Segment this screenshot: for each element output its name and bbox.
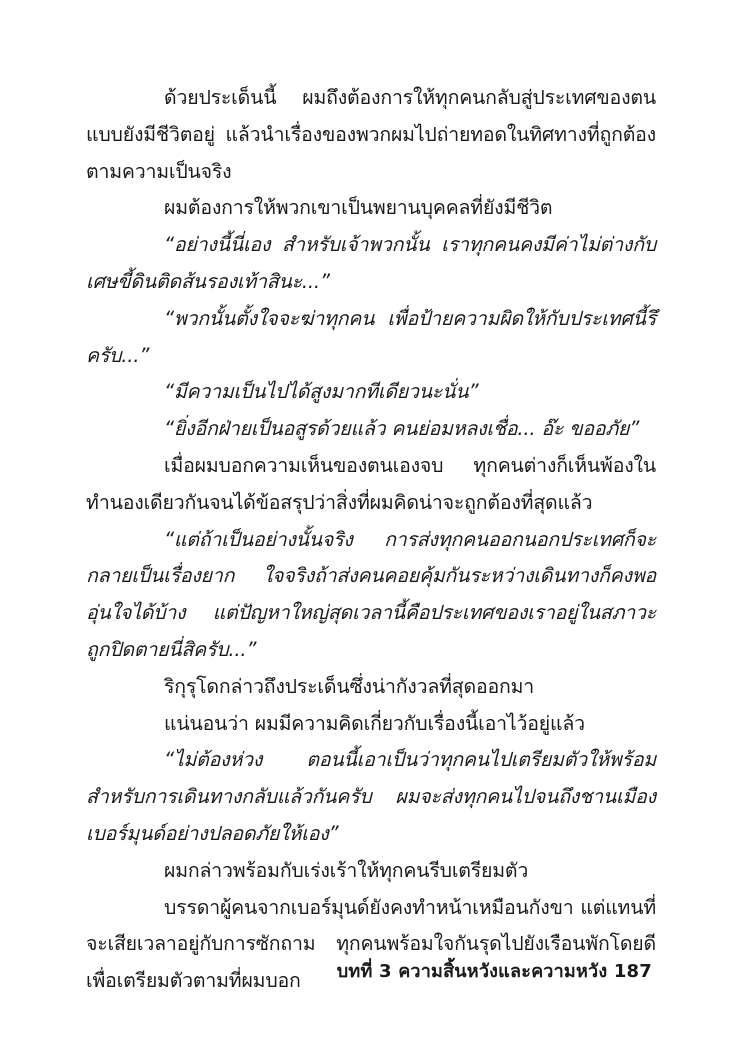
paragraph: แน่นอนว่า ผมมีความคิดเกี่ยวกับเรื่องนี้เอาไว้อยู่แล้ว bbox=[164, 711, 585, 735]
paragraph: ริกุรุโดกล่าวถึงประเด็นซึ่งน่ากังวลที่สุดออกมา bbox=[164, 674, 534, 698]
paragraph: บรรดาผู้คนจากเบอร์มุนด์ยังคงทำหน้าเหมือนกังขา แต่แทนที่จะเสียเวลาอยู่กับการซักถาม ทุกคนพร้อมใจกันรุดไปยังเรือนพักโดยดีเพื่อเตรียมตัวตามที่ผมบอก bbox=[86, 895, 656, 993]
page-body bbox=[86, 80, 656, 1000]
dialogue-paragraph: “ยิ่งอีกฝ่ายเป็นอสูรด้วยแล้ว คนย่อมหลงเชื่อ... อ๊ะ ขออภัย” bbox=[164, 417, 640, 441]
dialogue-paragraph: “มีความเป็นไปได้สูงมากทีเดียวนะนั่น” bbox=[164, 380, 479, 404]
dialogue-paragraph: “พวกนั้นตั้งใจจะฆ่าทุกคน เพื่อป้ายความผิดให้กับประเทศนี้รึครับ...” bbox=[86, 306, 656, 367]
page-footer: บทที่ 3 ความสิ้นหวังและความหวัง 187 bbox=[336, 961, 652, 982]
dialogue-paragraph: “อย่างนี้นี่เอง สำหรับเจ้าพวกนั้น เราทุกคนคงมีค่าไม่ต่างกับเศษขี้ดินติดส้นรองเท้าสินะ...” bbox=[86, 233, 656, 293]
paragraph: ผมกล่าวพร้อมกับเร่งเร้าให้ทุกคนรีบเตรียมตัว bbox=[164, 858, 529, 882]
paragraph: เมื่อผมบอกความเห็นของตนเองจบ ทุกคนต่างก็เห็นพ้องในทำนองเดียวกันจนได้ข้อสรุปว่าสิ่งที่ผมคิดน่าจะถูกต้องที่สุดแล้ว bbox=[86, 453, 656, 514]
dialogue-paragraph: “ไม่ต้องห่วง ตอนนี้เอาเป็นว่าทุกคนไปเตรียมตัวให้พร้อมสำหรับการเดินทางกลับแล้วกันครับ ผมจะส่งทุกคนไปจนถึงชานเมืองเบอร์มุนด์อย่างปลอดภัยให้เอง” bbox=[86, 748, 656, 845]
paragraph: ด้วยประเด็นนี้ ผมถึงต้องการให้ทุกคนกลับสู่ประเทศของตนแบบยังมีชีวิตอยู่ แล้วนำเรื่องของพวกผมไปถ่ายทอดในทิศทางที่ถูกต้องตามความเป็นจริง bbox=[86, 86, 656, 183]
paragraph: ผมต้องการให้พวกเขาเป็นพยานบุคคลที่ยังมีชีวิต bbox=[164, 196, 553, 220]
dialogue-paragraph: “แต่ถ้าเป็นอย่างนั้นจริง การส่งทุกคนออกนอกประเทศก็จะกลายเป็นเรื่องยาก ใจจริงถ้าส่งคนคอยคุ้มกันระหว่างเดินทางก็คงพออุ่นใจได้บ้าง แต่ปัญหาใหญ่สุดเวลานี้คือประเทศของเราอยู่ในสภาวะถูกปิดตายนี่สิครับ...” bbox=[86, 527, 656, 661]
